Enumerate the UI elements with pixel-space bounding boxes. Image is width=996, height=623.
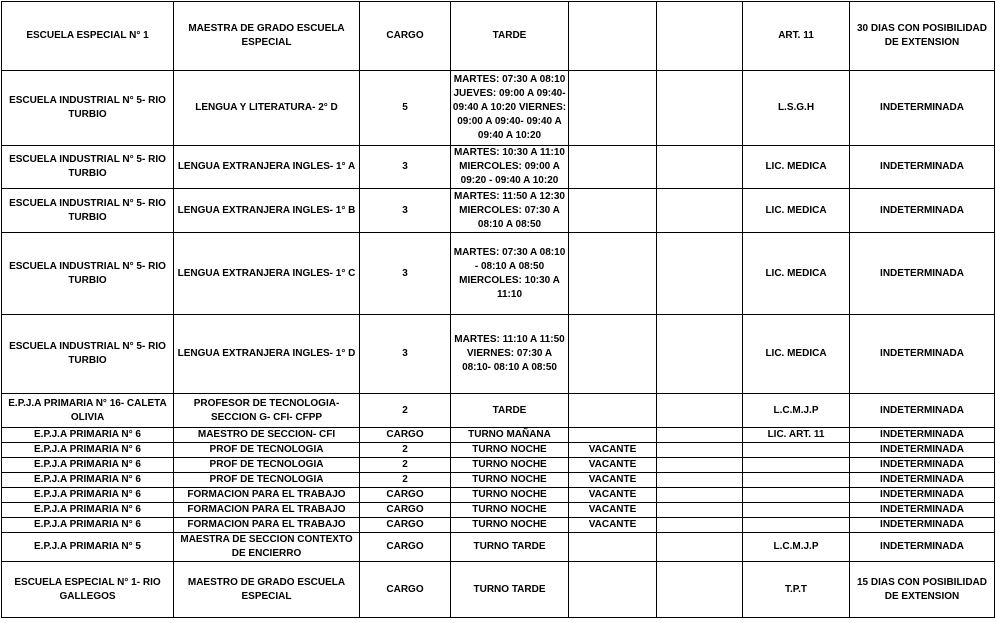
reason-cell	[743, 518, 850, 533]
duration-cell: 15 DIAS CON POSIBILIDAD DE EXTENSION	[850, 562, 995, 618]
duration-cell: INDETERMINADA	[850, 146, 995, 189]
extra-cell	[657, 189, 743, 233]
reason-cell	[743, 473, 850, 488]
school-cell: E.P.J.A PRIMARIA N° 6	[2, 518, 174, 533]
table-row	[2, 458, 995, 473]
table-row	[2, 428, 995, 443]
position-cell: LENGUA EXTRANJERA INGLES- 1° D	[174, 315, 360, 394]
position-cell: LENGUA EXTRANJERA INGLES- 1° C	[174, 233, 360, 315]
extra-cell	[657, 458, 743, 473]
position-cell: LENGUA Y LITERATURA- 2° D	[174, 71, 360, 146]
schedule-cell: TARDE	[451, 394, 569, 428]
duration-cell: INDETERMINADA	[850, 458, 995, 473]
position-cell: LENGUA EXTRANJERA INGLES- 1° B	[174, 189, 360, 233]
schedule-cell: TURNO MAÑANA	[451, 428, 569, 443]
schedule-cell: TURNO TARDE	[451, 562, 569, 618]
reason-cell	[743, 443, 850, 458]
school-cell: ESCUELA INDUSTRIAL N° 5- RIO TURBIO	[2, 233, 174, 315]
table-row	[2, 146, 995, 189]
duration-cell: INDETERMINADA	[850, 503, 995, 518]
vacancy-table	[1, 1, 995, 618]
hours-cell: CARGO	[360, 428, 451, 443]
duration-cell: INDETERMINADA	[850, 189, 995, 233]
table-row	[2, 533, 995, 562]
schedule-cell: TURNO TARDE	[451, 533, 569, 562]
status-cell: VACANTE	[569, 518, 657, 533]
duration-cell: INDETERMINADA	[850, 518, 995, 533]
extra-cell	[657, 488, 743, 503]
status-cell: VACANTE	[569, 458, 657, 473]
extra-cell	[657, 518, 743, 533]
hours-cell: 3	[360, 189, 451, 233]
reason-cell: LIC. ART. 11	[743, 428, 850, 443]
hours-cell: 3	[360, 315, 451, 394]
school-cell: E.P.J.A PRIMARIA N° 6	[2, 488, 174, 503]
school-cell: E.P.J.A PRIMARIA N° 6	[2, 428, 174, 443]
status-cell	[569, 233, 657, 315]
reason-cell: L.C.M.J.P	[743, 533, 850, 562]
table-row	[2, 473, 995, 488]
duration-cell: INDETERMINADA	[850, 443, 995, 458]
schedule-cell: TURNO NOCHE	[451, 443, 569, 458]
table-row	[2, 443, 995, 458]
school-cell: E.P.J.A PRIMARIA N° 16- CALETA OLIVIA	[2, 394, 174, 428]
hours-cell: CARGO	[360, 2, 451, 71]
reason-cell: T.P.T	[743, 562, 850, 618]
school-cell: E.P.J.A PRIMARIA N° 6	[2, 473, 174, 488]
schedule-cell: MARTES: 10:30 A 11:10 MIERCOLES: 09:00 A 09:20 - 09:40 A 10:20	[451, 146, 569, 189]
table-row	[2, 562, 995, 618]
reason-cell	[743, 458, 850, 473]
schedule-cell: MARTES: 07:30 A 08:10 - 08:10 A 08:50 MIERCOLES: 10:30 A 11:10	[451, 233, 569, 315]
schedule-cell: TURNO NOCHE	[451, 458, 569, 473]
schedule-cell: MARTES: 11:50 A 12:30 MIERCOLES: 07:30 A 08:10 A 08:50	[451, 189, 569, 233]
reason-cell	[743, 503, 850, 518]
status-cell	[569, 71, 657, 146]
position-cell: FORMACION PARA EL TRABAJO	[174, 488, 360, 503]
duration-cell: 30 DIAS CON POSIBILIDAD DE EXTENSION	[850, 2, 995, 71]
school-cell: ESCUELA INDUSTRIAL N° 5- RIO TURBIO	[2, 71, 174, 146]
position-cell: PROF DE TECNOLOGIA	[174, 458, 360, 473]
position-cell: PROF DE TECNOLOGIA	[174, 443, 360, 458]
schedule-cell: MARTES: 11:10 A 11:50 VIERNES: 07:30 A 08:10- 08:10 A 08:50	[451, 315, 569, 394]
table-row	[2, 394, 995, 428]
position-cell: MAESTRA DE SECCION CONTEXTO DE ENCIERRO	[174, 533, 360, 562]
reason-cell: ART. 11	[743, 2, 850, 71]
school-cell: ESCUELA INDUSTRIAL N° 5- RIO TURBIO	[2, 146, 174, 189]
hours-cell: CARGO	[360, 503, 451, 518]
duration-cell: INDETERMINADA	[850, 315, 995, 394]
duration-cell: INDETERMINADA	[850, 488, 995, 503]
extra-cell	[657, 428, 743, 443]
schedule-cell: MARTES: 07:30 A 08:10 JUEVES: 09:00 A 09:40- 09:40 A 10:20 VIERNES: 09:00 A 09:40- 09:40 A 09:40 A 10:20	[451, 71, 569, 146]
extra-cell	[657, 146, 743, 189]
school-cell: E.P.J.A PRIMARIA N° 6	[2, 443, 174, 458]
table-row	[2, 503, 995, 518]
position-cell: PROFESOR DE TECNOLOGIA- SECCION G- CFI- CFPP	[174, 394, 360, 428]
extra-cell	[657, 233, 743, 315]
status-cell	[569, 394, 657, 428]
extra-cell	[657, 503, 743, 518]
hours-cell: CARGO	[360, 488, 451, 503]
position-cell: FORMACION PARA EL TRABAJO	[174, 503, 360, 518]
schedule-cell: TARDE	[451, 2, 569, 71]
school-cell: ESCUELA ESPECIAL N° 1	[2, 2, 174, 71]
reason-cell: LIC. MEDICA	[743, 146, 850, 189]
reason-cell: L.S.G.H	[743, 71, 850, 146]
hours-cell: 2	[360, 394, 451, 428]
school-cell: E.P.J.A PRIMARIA N° 5	[2, 533, 174, 562]
position-cell: MAESTRA DE GRADO ESCUELA ESPECIAL	[174, 2, 360, 71]
extra-cell	[657, 315, 743, 394]
reason-cell: LIC. MEDICA	[743, 315, 850, 394]
duration-cell: INDETERMINADA	[850, 71, 995, 146]
school-cell: E.P.J.A PRIMARIA N° 6	[2, 503, 174, 518]
status-cell	[569, 2, 657, 71]
duration-cell: INDETERMINADA	[850, 473, 995, 488]
status-cell: VACANTE	[569, 443, 657, 458]
table-row	[2, 518, 995, 533]
extra-cell	[657, 443, 743, 458]
hours-cell: 2	[360, 473, 451, 488]
reason-cell	[743, 488, 850, 503]
status-cell	[569, 315, 657, 394]
hours-cell: 3	[360, 146, 451, 189]
school-cell: E.P.J.A PRIMARIA N° 6	[2, 458, 174, 473]
hours-cell: 2	[360, 458, 451, 473]
duration-cell: INDETERMINADA	[850, 233, 995, 315]
status-cell: VACANTE	[569, 473, 657, 488]
extra-cell	[657, 71, 743, 146]
reason-cell: LIC. MEDICA	[743, 233, 850, 315]
status-cell	[569, 428, 657, 443]
table-row	[2, 233, 995, 315]
table-row	[2, 488, 995, 503]
extra-cell	[657, 2, 743, 71]
duration-cell: INDETERMINADA	[850, 533, 995, 562]
schedule-cell: TURNO NOCHE	[451, 518, 569, 533]
school-cell: ESCUELA ESPECIAL N° 1- RIO GALLEGOS	[2, 562, 174, 618]
table-row	[2, 315, 995, 394]
duration-cell: INDETERMINADA	[850, 428, 995, 443]
status-cell	[569, 189, 657, 233]
schedule-cell: TURNO NOCHE	[451, 503, 569, 518]
position-cell: MAESTRO DE GRADO ESCUELA ESPECIAL	[174, 562, 360, 618]
extra-cell	[657, 533, 743, 562]
extra-cell	[657, 562, 743, 618]
position-cell: MAESTRO DE SECCION- CFI	[174, 428, 360, 443]
extra-cell	[657, 473, 743, 488]
status-cell: VACANTE	[569, 488, 657, 503]
school-cell: ESCUELA INDUSTRIAL N° 5- RIO TURBIO	[2, 315, 174, 394]
position-cell: PROF DE TECNOLOGIA	[174, 473, 360, 488]
status-cell: VACANTE	[569, 503, 657, 518]
duration-cell: INDETERMINADA	[850, 394, 995, 428]
hours-cell: CARGO	[360, 518, 451, 533]
status-cell	[569, 562, 657, 618]
table-row	[2, 71, 995, 146]
status-cell	[569, 146, 657, 189]
hours-cell: CARGO	[360, 533, 451, 562]
hours-cell: 2	[360, 443, 451, 458]
position-cell: LENGUA EXTRANJERA INGLES- 1° A	[174, 146, 360, 189]
hours-cell: CARGO	[360, 562, 451, 618]
hours-cell: 3	[360, 233, 451, 315]
school-cell: ESCUELA INDUSTRIAL N° 5- RIO TURBIO	[2, 189, 174, 233]
extra-cell	[657, 394, 743, 428]
schedule-cell: TURNO NOCHE	[451, 473, 569, 488]
position-cell: FORMACION PARA EL TRABAJO	[174, 518, 360, 533]
reason-cell: LIC. MEDICA	[743, 189, 850, 233]
status-cell	[569, 533, 657, 562]
schedule-cell: TURNO NOCHE	[451, 488, 569, 503]
reason-cell: L.C.M.J.P	[743, 394, 850, 428]
hours-cell: 5	[360, 71, 451, 146]
table-row	[2, 189, 995, 233]
table-row	[2, 2, 995, 71]
